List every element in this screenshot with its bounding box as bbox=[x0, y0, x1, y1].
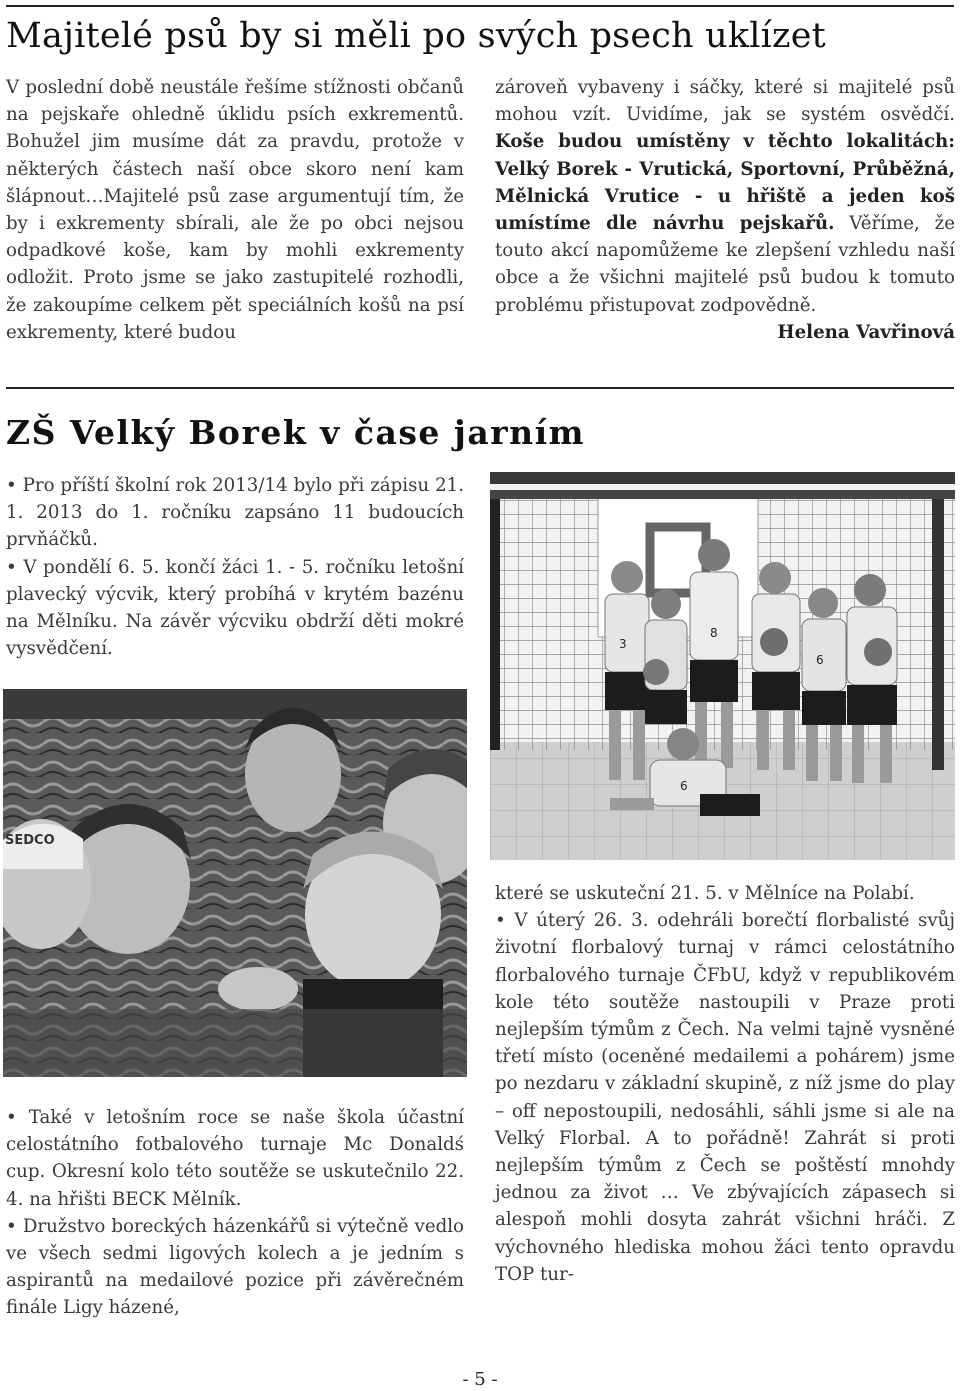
swimming-course-item: • V pondělí 6. 5. končí žáci 1. - 5. ročníku letošní plavecký výcvik, který probíhá v krytém bazénu na Mělníku. Na závěr výcviku obdrží děti mokré vysvědčení. bbox=[6, 554, 464, 663]
page-number: - 5 - bbox=[462, 1369, 498, 1390]
article1-left-column bbox=[6, 74, 464, 346]
article-title-dog-owners: Majitelé psů by si měli po svých psech uklízet bbox=[6, 16, 826, 56]
swimming-children-photo bbox=[3, 689, 467, 1077]
handball-team-illustration bbox=[490, 472, 955, 860]
article2-bottom-left-column bbox=[6, 1104, 464, 1322]
article1-right-column bbox=[495, 74, 955, 346]
school-enrollment-item: • Pro příští školní rok 2013/14 bylo při zápisu 21. 1. 2013 do 1. ročníku zapsáno 11 budoucích prvňáčků. bbox=[6, 472, 464, 554]
article1-author: Helena Vavřinová bbox=[777, 321, 955, 343]
football-tournament-item: • Také v letošním roce se naše škola účastní celostátního fotbalového turnaje Mc Donaldś cup. Okresní kolo této soutěže se uskutečnilo 22. 4. na hřišti BECK Mělník. bbox=[6, 1104, 464, 1213]
jersey-number-6-sitting: 6 bbox=[680, 779, 688, 793]
jersey-number-6: 6 bbox=[816, 653, 824, 667]
handball-team-item: • Družstvo boreckých házenkářů si výtečně vedlo ve všech sedmi ligových kolech a je jedním s aspirantů na medailové pozice při závěrečném finále Ligy házené, bbox=[6, 1213, 464, 1322]
jersey-number-8: 8 bbox=[710, 626, 718, 640]
section-rule bbox=[6, 387, 954, 389]
article1-right-text-1: zároveň vybaveny i sáčky, které si majitelé psů mohou vzít. Uvidíme, jak se systém osvědčí. bbox=[495, 77, 955, 126]
jersey-number-3: 3 bbox=[619, 637, 627, 651]
article-title-school: ZŠ Velký Borek v čase jarním bbox=[6, 413, 586, 452]
article1-right-paragraph bbox=[495, 74, 955, 319]
article2-bottom-right-column bbox=[495, 880, 955, 1288]
floorball-item: • V úterý 26. 3. odehráli borečtí florbalisté svůj životní florbalový turnaj v rámci celostátního florbalového turnaje ČFbU, když v republikovém kole této soutěže nastoupili v Praze proti nejlepším týmům z Čech. Na velmi tajně vysněné třetí místo (oceněné medailemi a pohárem) jsme po nezdaru v základní skupině, z níž jsme do play – off nepostoupili, nedosáhli, sáhli jsme si ale na Velký Florbal. A to pořádně! Zahrát si proti nejlepším týmům z Čech se poštěstí mnohdy jednou za život … Ve zbývajících zápasech si alespoň mohli dosyta zahrát všichni hráči. Z výchovného hlediska mohou žáci tento opravdu TOP tur- bbox=[495, 907, 955, 1288]
handball-final-continuation: které se uskuteční 21. 5. v Mělníce na Polabí. bbox=[495, 883, 915, 904]
top-rule bbox=[6, 5, 954, 7]
swimming-pool-illustration bbox=[3, 689, 467, 1077]
article1-bin-locations: Koše budou umístěny v těchto lokalitách: Velký Borek - Vrutická, Sportovní, Průběžná, Mělnická Vrutice - u hřiště a jeden koš umístíme dle návrhu pejskařů. bbox=[495, 131, 955, 235]
handball-team-photo bbox=[490, 472, 955, 860]
article1-right-text-2: Věříme, že touto akcí napomůžeme ke zlepšení vzhledu naší obce a že všichni majitelé psů budou k tomuto problému přistupovat zodpovědně. bbox=[495, 213, 955, 316]
swim-cap-text: SEDCO bbox=[5, 833, 55, 848]
article2-top-left-column bbox=[6, 472, 464, 662]
article1-left-text: V poslední době neustále řešíme stížnosti občanů na pejskaře ohledně úklidu psích exkrementů. Bohužel jim musíme dát za pravdu, protože v některých částech naší obce skoro není kam šlápnout…Majitelé psů zase argumentují tím, že by i exkrementy sbírali, ale že po obci nejsou odpadkové koše, kam by mohli exkrementy odložit. Proto jsme se jako zastupitelé rozhodli, že zakoupíme celkem pět speciálních košů na psí exkrementy, které budou bbox=[6, 77, 464, 343]
